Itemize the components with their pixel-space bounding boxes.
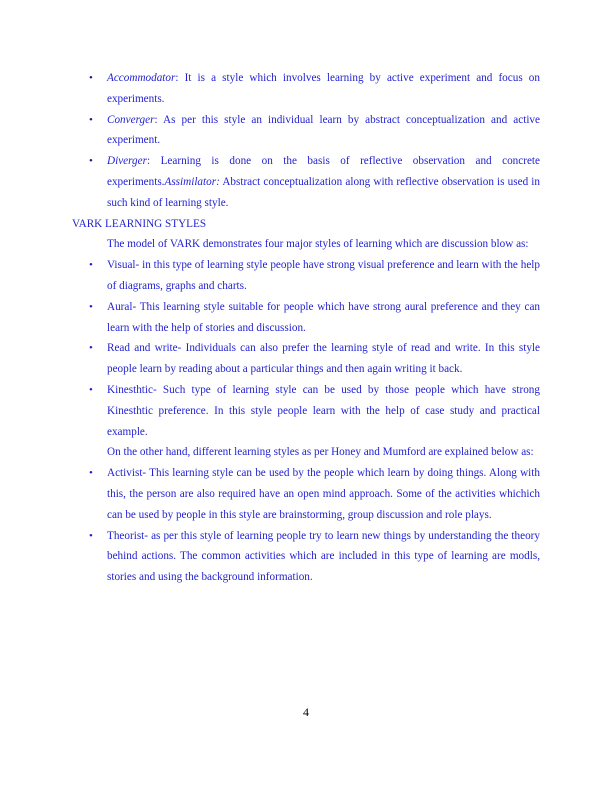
list-item [72, 338, 540, 380]
bullet-icon: • [89, 72, 93, 84]
item-text: Visual- in this type of learning style people have strong visual preference and learn with the help of diagrams, graphs and charts. [107, 259, 540, 292]
term-accommodator: Accommodator [107, 72, 176, 84]
item-text: Aural- This learning style suitable for people which have strong aural preference and they can learn with the help of stories and discussion. [107, 300, 540, 334]
vark-intro-paragraph: The model of VARK demonstrates four major styles of learning which are discussion blow as: [107, 238, 529, 251]
bullet-icon: • [89, 467, 93, 480]
bullet-icon: • [89, 342, 93, 355]
section-heading: VARK LEARNING STYLES [72, 217, 207, 230]
vark-list [72, 255, 540, 442]
list-item [72, 255, 540, 297]
honey-mumford-list [72, 463, 540, 588]
list-item [72, 526, 540, 588]
bullet-icon: • [89, 155, 93, 168]
list-item-converger [72, 110, 540, 152]
bullet-icon: • [89, 300, 93, 313]
list-item [72, 463, 540, 525]
term-converger: Converger [107, 113, 155, 126]
item-text: Kinesthtic- Such type of learning style can be used by those people which have strong Kinesthtic preference. In this style people learn with the help of case study and practical example. [107, 383, 540, 438]
bullet-icon: • [89, 113, 93, 126]
term-diverger: Diverger [107, 155, 147, 168]
bullet-icon: • [89, 383, 93, 396]
item-text: : As per this style an individual learn by abstract conceptualization and active experiment. [107, 113, 540, 147]
page-number: 4 [303, 705, 309, 719]
item-text: Read and write- Individuals can also prefer the learning style of read and write. In this style people learn by reading about a particular things and then again writing it back. [107, 342, 540, 376]
item-text: Activist- This learning style can be used by the people which learn by doing things. Along with this, the person are also required have an open mind approach. Some of the activities whichich can be used by people in this style are brainstorming, group discussion and role plays. [107, 467, 540, 521]
term-assimilator: Assimilator: [164, 175, 220, 188]
item-text: : Learning is done on the basis of reflective observation and concrete experiments. [107, 155, 540, 188]
list-item [72, 297, 540, 339]
bullet-icon: • [89, 259, 93, 272]
kolb-styles-list [72, 68, 540, 214]
item-text: Theorist- as per this style of learning people try to learn new things by understanding the theory behind actions. The common activities which are included in this type of learning are modls, stories and using the background information. [107, 529, 540, 584]
list-item-accommodator [72, 68, 540, 110]
page-content [72, 68, 540, 588]
bullet-icon: • [89, 529, 93, 542]
item-text: Abstract conceptualization along with reflective observation is used in such kind of learning style. [107, 175, 540, 209]
list-item-diverger [72, 151, 540, 213]
honey-mumford-intro-paragraph: On the other hand, different learning styles as per Honey and Mumford are explained below as: [107, 446, 534, 459]
list-item [72, 380, 540, 442]
item-text: : It is a style which involves learning by active experiment and focus on experiments. [107, 72, 540, 105]
